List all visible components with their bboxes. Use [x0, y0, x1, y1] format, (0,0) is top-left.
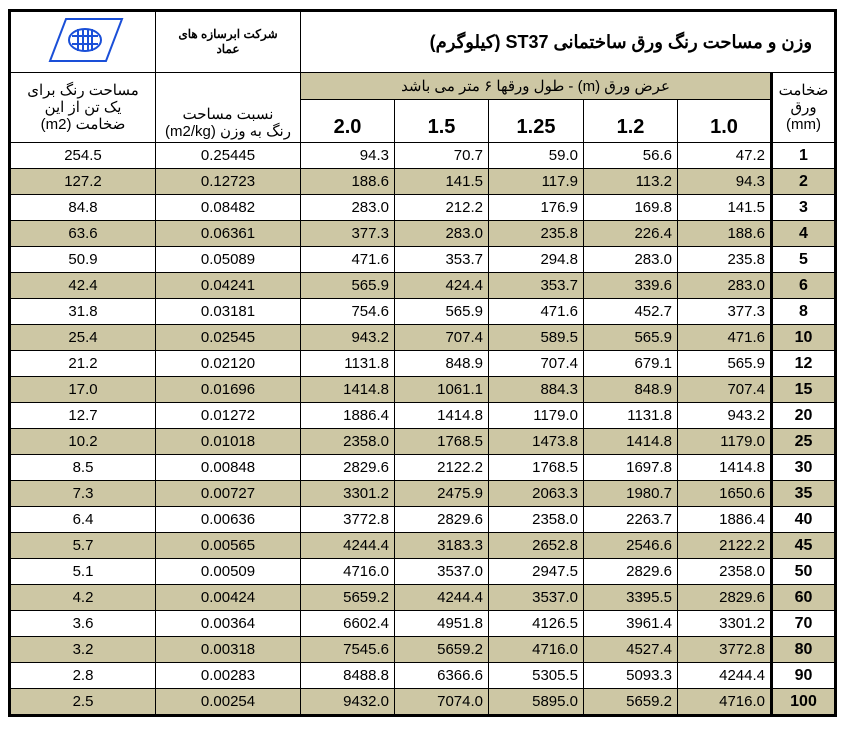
width-1-0-cell: 2829.6: [678, 585, 772, 611]
ratio-header-line2: رنگ به وزن (m2/kg): [165, 123, 291, 140]
thickness-cell: 40: [772, 507, 836, 533]
width-1-0-cell: 1179.0: [678, 429, 772, 455]
area-per-ton-cell: 17.0: [10, 377, 156, 403]
width-1-5-cell: 4244.4: [395, 585, 489, 611]
ratio-cell: 0.04241: [156, 273, 301, 299]
width-1-2-cell: 169.8: [584, 195, 678, 221]
area-per-ton-cell: 8.5: [10, 455, 156, 481]
area-per-ton-header-line3: ضخامت (m2): [40, 116, 126, 133]
width-1-5-cell: 1768.5: [395, 429, 489, 455]
area-per-ton-cell: 10.2: [10, 429, 156, 455]
area-per-ton-cell: 254.5: [10, 143, 156, 169]
width-2-0-cell: 5659.2: [301, 585, 395, 611]
width-1-2-cell: 1697.8: [584, 455, 678, 481]
width-1-0-cell: 377.3: [678, 299, 772, 325]
width-1-5-cell: 4951.8: [395, 611, 489, 637]
width-1-25-cell: 5305.5: [489, 663, 584, 689]
width-2-0-cell: 3772.8: [301, 507, 395, 533]
area-per-ton-header-line1: مساحت رنگ برای: [27, 82, 139, 99]
width-1-2-cell: 1980.7: [584, 481, 678, 507]
width-1-0-cell: 2358.0: [678, 559, 772, 585]
thickness-cell: 10: [772, 325, 836, 351]
width-1-0-cell: 188.6: [678, 221, 772, 247]
thickness-cell: 12: [772, 351, 836, 377]
area-per-ton-cell: 84.8: [10, 195, 156, 221]
area-per-ton-cell: 12.7: [10, 403, 156, 429]
ratio-cell: 0.01018: [156, 429, 301, 455]
area-per-ton-cell: 31.8: [10, 299, 156, 325]
width-1-5-cell: 7074.0: [395, 689, 489, 716]
width-1-25-cell: 4126.5: [489, 611, 584, 637]
table-row: [10, 533, 836, 559]
width-1-25-header: 1.25: [489, 100, 584, 143]
table-row: [10, 507, 836, 533]
width-2-0-cell: 377.3: [301, 221, 395, 247]
width-2-0-cell: 8488.8: [301, 663, 395, 689]
width-2-0-cell: 3301.2: [301, 481, 395, 507]
width-1-5-cell: 353.7: [395, 247, 489, 273]
ratio-cell: 0.02545: [156, 325, 301, 351]
area-per-ton-cell: 2.8: [10, 663, 156, 689]
width-1-5-cell: 3537.0: [395, 559, 489, 585]
table-row: [10, 429, 836, 455]
ratio-cell: 0.00254: [156, 689, 301, 716]
area-per-ton-cell: 5.1: [10, 559, 156, 585]
ratio-cell: 0.12723: [156, 169, 301, 195]
width-header: عرض ورق (m) - طول ورقها ۶ متر می باشد: [301, 73, 772, 100]
table-row: [10, 169, 836, 195]
width-1-0-cell: 1886.4: [678, 507, 772, 533]
table-row: [10, 559, 836, 585]
width-1-5-cell: 70.7: [395, 143, 489, 169]
thickness-cell: 30: [772, 455, 836, 481]
width-1-2-cell: 113.2: [584, 169, 678, 195]
width-2-0-cell: 2829.6: [301, 455, 395, 481]
width-1-2-cell: 339.6: [584, 273, 678, 299]
ratio-cell: 0.00283: [156, 663, 301, 689]
width-2-0-cell: 1131.8: [301, 351, 395, 377]
width-1-2-cell: 3395.5: [584, 585, 678, 611]
width-1-2-cell: 1131.8: [584, 403, 678, 429]
width-1-0-cell: 235.8: [678, 247, 772, 273]
thickness-header-line1: ضخامت: [778, 82, 829, 99]
width-1-0-cell: 1414.8: [678, 455, 772, 481]
width-1-2-cell: 283.0: [584, 247, 678, 273]
width-2-0-cell: 283.0: [301, 195, 395, 221]
width-1-5-cell: 6366.6: [395, 663, 489, 689]
width-1-0-cell: 4244.4: [678, 663, 772, 689]
width-2-0-cell: 94.3: [301, 143, 395, 169]
width-1-5-cell: 707.4: [395, 325, 489, 351]
sheet-table-container: [8, 9, 834, 717]
table-title: وزن و مساحت رنگ ورق ساختمانی ST37 (کیلوگرم): [301, 11, 836, 73]
width-1-0-cell: 4716.0: [678, 689, 772, 716]
width-1-2-cell: 2546.6: [584, 533, 678, 559]
width-1-2-cell: 1414.8: [584, 429, 678, 455]
table-row: [10, 637, 836, 663]
table-row: [10, 663, 836, 689]
width-2-0-cell: 565.9: [301, 273, 395, 299]
area-per-ton-header-line2: یک تن از این: [44, 99, 122, 116]
thickness-cell: 4: [772, 221, 836, 247]
width-1-5-cell: 141.5: [395, 169, 489, 195]
width-1-0-cell: 3772.8: [678, 637, 772, 663]
width-1-25-cell: 1473.8: [489, 429, 584, 455]
area-per-ton-header: [10, 73, 156, 143]
area-per-ton-cell: 50.9: [10, 247, 156, 273]
width-1-25-cell: 2063.3: [489, 481, 584, 507]
thickness-cell: 35: [772, 481, 836, 507]
width-1-0-cell: 47.2: [678, 143, 772, 169]
thickness-cell: 80: [772, 637, 836, 663]
width-1-25-cell: 2947.5: [489, 559, 584, 585]
width-1-0-cell: 471.6: [678, 325, 772, 351]
thickness-cell: 6: [772, 273, 836, 299]
area-per-ton-cell: 42.4: [10, 273, 156, 299]
thickness-cell: 20: [772, 403, 836, 429]
width-1-0-header: 1.0: [678, 100, 772, 143]
table-row: [10, 299, 836, 325]
company-name-line2: عماد: [216, 42, 240, 56]
width-1-25-cell: 353.7: [489, 273, 584, 299]
area-per-ton-cell: 63.6: [10, 221, 156, 247]
width-1-25-cell: 2652.8: [489, 533, 584, 559]
area-per-ton-cell: 7.3: [10, 481, 156, 507]
ratio-cell: 0.01272: [156, 403, 301, 429]
thickness-cell: 3: [772, 195, 836, 221]
ratio-cell: 0.00636: [156, 507, 301, 533]
width-1-0-cell: 943.2: [678, 403, 772, 429]
width-2-0-cell: 754.6: [301, 299, 395, 325]
thickness-cell: 90: [772, 663, 836, 689]
table-row: [10, 143, 836, 169]
width-1-2-cell: 5659.2: [584, 689, 678, 716]
thickness-header: [772, 73, 836, 143]
company-logo-icon: [38, 15, 128, 65]
thickness-cell: 60: [772, 585, 836, 611]
width-1-5-cell: 1414.8: [395, 403, 489, 429]
ratio-header: [156, 73, 301, 143]
table-row: [10, 351, 836, 377]
thickness-cell: 25: [772, 429, 836, 455]
area-per-ton-cell: 25.4: [10, 325, 156, 351]
width-1-5-cell: 2475.9: [395, 481, 489, 507]
ratio-cell: 0.00424: [156, 585, 301, 611]
company-name: [156, 11, 301, 73]
width-1-5-cell: 283.0: [395, 221, 489, 247]
table-row: [10, 611, 836, 637]
table-row: [10, 403, 836, 429]
width-2-0-cell: 471.6: [301, 247, 395, 273]
width-2-0-cell: 1886.4: [301, 403, 395, 429]
width-1-2-cell: 5093.3: [584, 663, 678, 689]
width-1-25-cell: 4716.0: [489, 637, 584, 663]
ratio-header-line1: نسبت مساحت: [182, 106, 274, 123]
thickness-cell: 1: [772, 143, 836, 169]
ratio-cell: 0.02120: [156, 351, 301, 377]
width-1-5-cell: 3183.3: [395, 533, 489, 559]
area-per-ton-cell: 3.6: [10, 611, 156, 637]
width-1-2-cell: 679.1: [584, 351, 678, 377]
width-1-25-cell: 235.8: [489, 221, 584, 247]
width-1-25-cell: 117.9: [489, 169, 584, 195]
width-1-0-cell: 94.3: [678, 169, 772, 195]
width-2-0-cell: 4244.4: [301, 533, 395, 559]
ratio-cell: 0.25445: [156, 143, 301, 169]
width-1-25-cell: 5895.0: [489, 689, 584, 716]
thickness-header-line2: ورق: [790, 99, 817, 116]
ratio-cell: 0.00509: [156, 559, 301, 585]
area-per-ton-cell: 4.2: [10, 585, 156, 611]
ratio-cell: 0.00565: [156, 533, 301, 559]
width-1-25-cell: 3537.0: [489, 585, 584, 611]
width-1-2-cell: 565.9: [584, 325, 678, 351]
sheet-weight-table: [8, 9, 837, 717]
width-2-0-cell: 9432.0: [301, 689, 395, 716]
company-name-line1: شرکت ابرسازه های: [178, 27, 278, 41]
width-2-0-cell: 943.2: [301, 325, 395, 351]
ratio-cell: 0.00727: [156, 481, 301, 507]
width-1-5-cell: 2122.2: [395, 455, 489, 481]
thickness-cell: 8: [772, 299, 836, 325]
thickness-cell: 45: [772, 533, 836, 559]
area-per-ton-cell: 2.5: [10, 689, 156, 716]
width-2-0-cell: 6602.4: [301, 611, 395, 637]
ratio-cell: 0.01696: [156, 377, 301, 403]
width-1-0-cell: 565.9: [678, 351, 772, 377]
width-1-0-cell: 283.0: [678, 273, 772, 299]
thickness-header-line3: (mm): [786, 116, 821, 133]
width-1-0-cell: 2122.2: [678, 533, 772, 559]
ratio-cell: 0.06361: [156, 221, 301, 247]
width-2-0-cell: 188.6: [301, 169, 395, 195]
thickness-cell: 100: [772, 689, 836, 716]
logo-cell: [10, 11, 156, 73]
width-2-0-cell: 1414.8: [301, 377, 395, 403]
table-row: [10, 247, 836, 273]
width-1-2-cell: 226.4: [584, 221, 678, 247]
width-1-2-cell: 4527.4: [584, 637, 678, 663]
width-1-2-cell: 2829.6: [584, 559, 678, 585]
width-1-5-cell: 5659.2: [395, 637, 489, 663]
table-row: [10, 273, 836, 299]
width-1-5-header: 1.5: [395, 100, 489, 143]
width-1-25-cell: 1179.0: [489, 403, 584, 429]
width-1-25-cell: 884.3: [489, 377, 584, 403]
width-1-2-cell: 848.9: [584, 377, 678, 403]
table-row: [10, 481, 836, 507]
table-row: [10, 221, 836, 247]
width-2-0-cell: 2358.0: [301, 429, 395, 455]
width-1-25-cell: 1768.5: [489, 455, 584, 481]
table-row: [10, 195, 836, 221]
table-row: [10, 455, 836, 481]
width-1-0-cell: 707.4: [678, 377, 772, 403]
width-1-5-cell: 212.2: [395, 195, 489, 221]
width-1-2-cell: 3961.4: [584, 611, 678, 637]
table-row: [10, 325, 836, 351]
thickness-cell: 15: [772, 377, 836, 403]
area-per-ton-cell: 5.7: [10, 533, 156, 559]
thickness-cell: 5: [772, 247, 836, 273]
width-1-2-cell: 2263.7: [584, 507, 678, 533]
width-1-5-cell: 565.9: [395, 299, 489, 325]
ratio-cell: 0.03181: [156, 299, 301, 325]
width-1-25-cell: 2358.0: [489, 507, 584, 533]
area-per-ton-cell: 6.4: [10, 507, 156, 533]
width-2-0-cell: 7545.6: [301, 637, 395, 663]
width-2-0-header: 2.0: [301, 100, 395, 143]
width-1-5-cell: 1061.1: [395, 377, 489, 403]
ratio-cell: 0.05089: [156, 247, 301, 273]
width-1-0-cell: 141.5: [678, 195, 772, 221]
width-1-25-cell: 59.0: [489, 143, 584, 169]
area-per-ton-cell: 127.2: [10, 169, 156, 195]
ratio-cell: 0.08482: [156, 195, 301, 221]
width-1-5-cell: 424.4: [395, 273, 489, 299]
table-row: [10, 585, 836, 611]
width-1-25-cell: 707.4: [489, 351, 584, 377]
width-2-0-cell: 4716.0: [301, 559, 395, 585]
thickness-cell: 70: [772, 611, 836, 637]
table-row: [10, 689, 836, 716]
ratio-cell: 0.00318: [156, 637, 301, 663]
width-1-5-cell: 848.9: [395, 351, 489, 377]
width-1-25-cell: 471.6: [489, 299, 584, 325]
table-row: [10, 377, 836, 403]
width-1-2-header: 1.2: [584, 100, 678, 143]
width-1-2-cell: 452.7: [584, 299, 678, 325]
area-per-ton-cell: 21.2: [10, 351, 156, 377]
width-1-25-cell: 294.8: [489, 247, 584, 273]
width-1-25-cell: 176.9: [489, 195, 584, 221]
width-1-2-cell: 56.6: [584, 143, 678, 169]
ratio-cell: 0.00848: [156, 455, 301, 481]
width-1-0-cell: 3301.2: [678, 611, 772, 637]
ratio-cell: 0.00364: [156, 611, 301, 637]
area-per-ton-cell: 3.2: [10, 637, 156, 663]
width-1-25-cell: 589.5: [489, 325, 584, 351]
thickness-cell: 2: [772, 169, 836, 195]
thickness-cell: 50: [772, 559, 836, 585]
width-1-5-cell: 2829.6: [395, 507, 489, 533]
width-1-0-cell: 1650.6: [678, 481, 772, 507]
